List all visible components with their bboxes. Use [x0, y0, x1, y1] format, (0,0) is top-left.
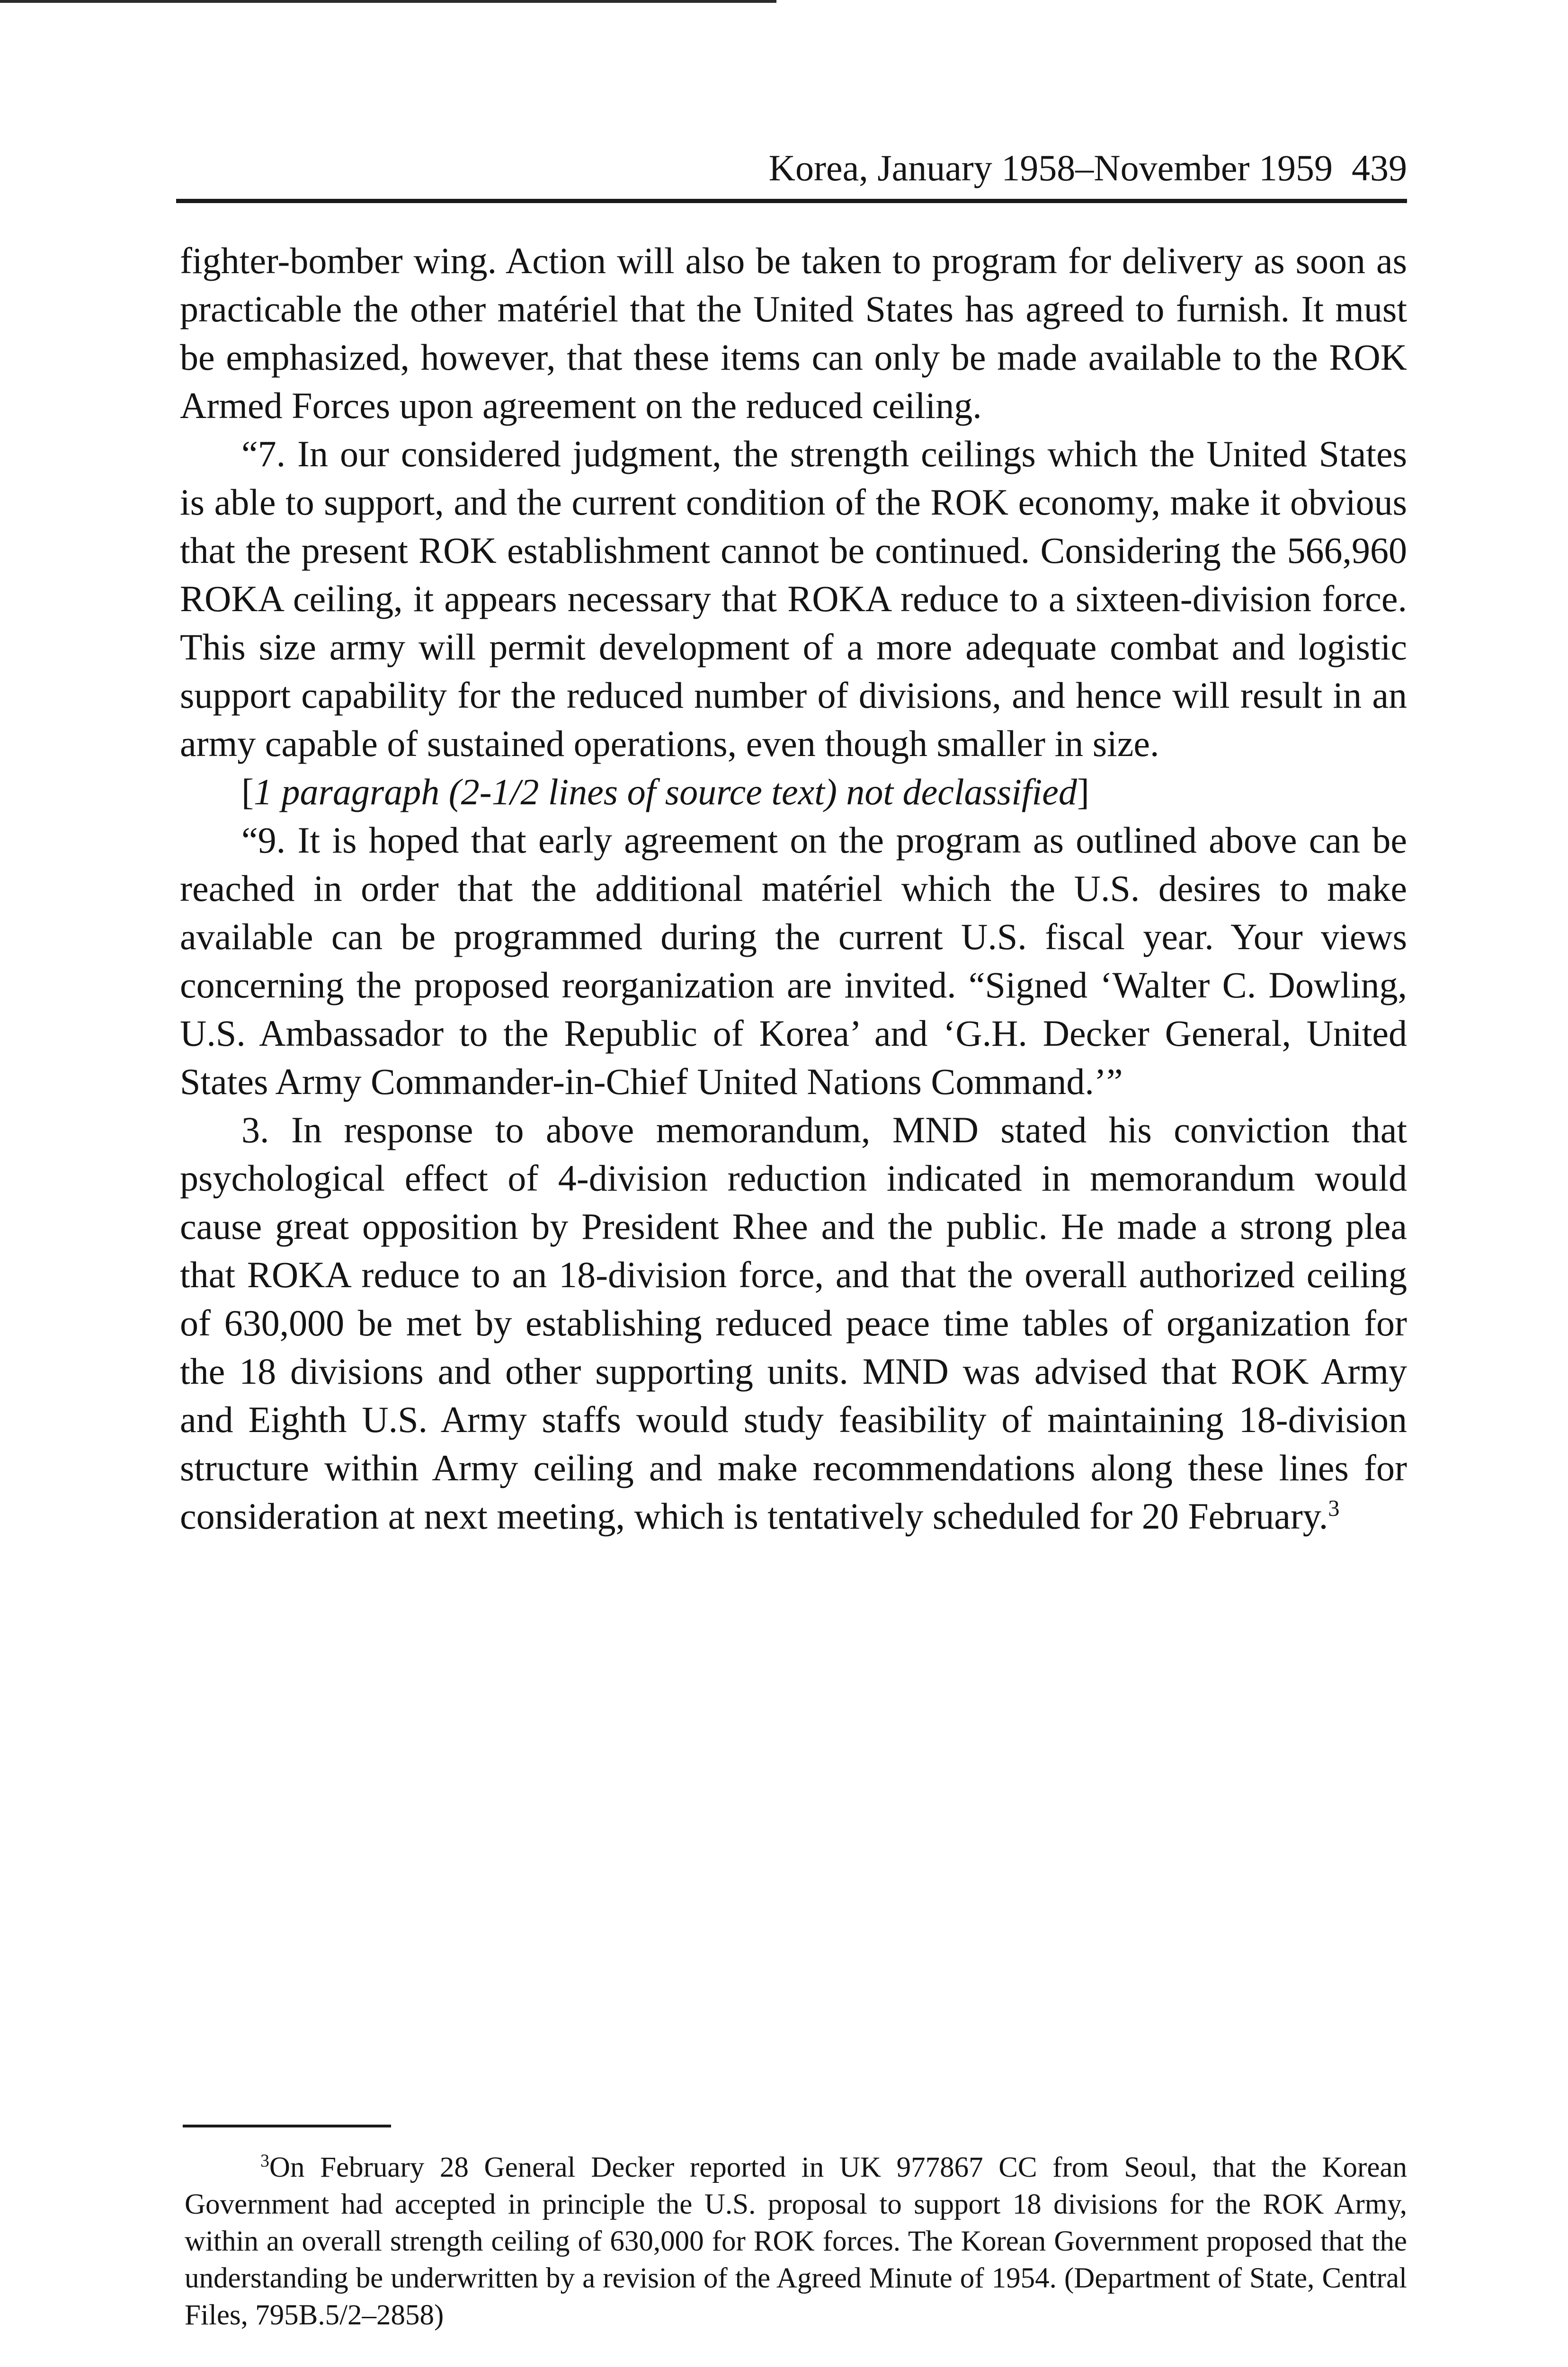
bracket-close: ] [1077, 771, 1089, 812]
paragraph-not-declassified [180, 768, 1407, 816]
paragraph-3 [180, 1106, 1407, 1540]
page-header [176, 142, 1407, 194]
header-rule [176, 199, 1407, 203]
footnote-rule [183, 2125, 391, 2127]
footnote [185, 2149, 1407, 2334]
body-text [180, 237, 1407, 1540]
footnotes [185, 2149, 1407, 2334]
running-title: Korea, January 1958–November 1959 [768, 147, 1333, 188]
running-head [769, 142, 1407, 194]
paragraph-3-text: 3. In response to above memorandum, MND stated his conviction that psychological effect of 4-division reduction indicated in memorandum would cause great opposition by President Rhee and the public. He made a strong plea that ROKA reduce to an 18-division force, and that the overall authorized ceiling of 630,000 be met by establishing reduced peace time tables of organization for the 18 divisions and other supporting units. MND was advised that ROK Army and Eighth U.S. Army staffs would study feasibility of maintaining 18-division structure within Army ceiling and make recommendations along these lines for consideration at next meeting, which is tentatively scheduled for 20 February. [180, 1109, 1407, 1537]
paragraph-7: “7. In our considered judgment, the strength ceilings which the United States is able to support, and the current condition of the ROK economy, make it obvious that the present ROK establishment cannot be continued. Considering the 566,960 ROKA ceiling, it appears necessary that ROKA reduce to a sixteen-division force. This size army will permit development of a more adequate combat and logistic support capability for the reduced number of divisions, and hence will result in an army capable of sustained operations, even though smaller in size. [180, 433, 1407, 764]
paragraph-9: “9. It is hoped that early agreement on the program as outlined above can be reached in order that the additional matériel which the U.S. desires to make available can be programmed during the current U.S. fiscal year. Your views concerning the proposed reorganization are invited. “Signed ‘Walter C. Dowling, U.S. Ambassador to the Republic of Korea’ and ‘G.H. Decker General, United States Army Commander-in-Chief United Nations Command.’” [180, 819, 1407, 1102]
footnote-text: On February 28 General Decker reported in UK 977867 CC from Seoul, that the Korean Government had accepted in principle the U.S. proposal to support 18 divisions for the ROK Army, within an overall strength ceiling of 630,000 for ROK forces. The Korean Government proposed that the understanding be underwritten by a revision of the Agreed Minute of 1954. (Department of State, Central Files, 795B.5/2–2858) [185, 2152, 1407, 2331]
paragraph-continued: fighter-bomber wing. Action will also be taken to program for delivery as soon as practicable the other matériel that the United States has agreed to furnish. It must be emphasized, however, that these items can only be made available to the ROK Armed Forces upon agreement on the reduced ceiling. [180, 240, 1407, 426]
editorial-note: 1 paragraph (2-1/2 lines of source text) not declassified [253, 771, 1077, 812]
footnote-reference: 3 [1328, 1496, 1340, 1521]
page-number: 439 [1352, 147, 1407, 188]
scan-top-edge [0, 0, 776, 3]
footnote-marker: 3 [260, 2151, 269, 2171]
bracket-open: [ [241, 771, 254, 812]
